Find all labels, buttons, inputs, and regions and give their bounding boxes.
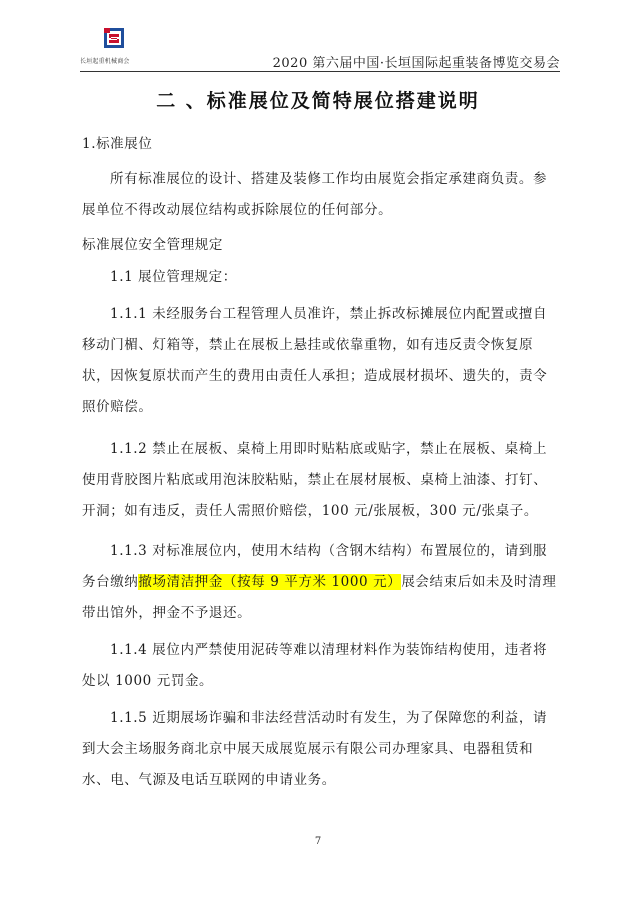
rule-1-1-3-text-after: 展会结束后如未及时清理带出馆外，押金不予退还。 bbox=[82, 574, 557, 621]
booth-management-heading: 1.1 展位管理规定： bbox=[110, 269, 237, 285]
rule-1-1-1: 1.1.1 未经服务台工程管理人员准许，禁止拆改标摊展位内配置或擅自移动门楣、灯箱等，禁止在展板上悬挂或依靠重物，如有违反责令恢复原状，因恢复原状而产生的费用由责任人承担；造成展材损坏、遗失的，责令照价赔偿。 bbox=[82, 306, 548, 415]
expo-title: 2020 第六届中国·长垣国际起重装备博览交易会 bbox=[272, 56, 560, 71]
standard-booth-heading: 1.标准展位 bbox=[82, 136, 153, 152]
rule-1-1-4: 1.1.4 展位内严禁使用泥砖等难以清理材料作为装饰结构使用，违者将处以 1000 元罚金。 bbox=[82, 642, 548, 689]
rule-1-1-2: 1.1.2 禁止在展板、桌椅上用即时贴粘底或贴字，禁止在展板、桌椅上使用背胶图片粘底或用泡沫胶粘贴，禁止在展材展板、桌椅上油漆、打钉、开洞；如有违反，责任人需照价赔偿，100 元/张展板，300 元/张桌子。 bbox=[82, 441, 548, 519]
rule-1-1-3 bbox=[82, 536, 560, 629]
rule-1-1-3-text-before: 1.1.3 对标准展位内，使用木结构（含钢木结构）布置展位的，请到服务台缴纳 bbox=[82, 543, 548, 590]
rule-1-1-5: 1.1.5 近期展场诈骗和非法经营活动时有发生，为了保障您的利益，请到大会主场服务商北京中展天成展览展示有限公司办理家具、电器租赁和水、电、气源及电话互联网的申请业务。 bbox=[82, 710, 548, 788]
paragraph-standard-booth: 所有标准展位的设计、搭建及装修工作均由展览会指定承建商负责。参展单位不得改动展位结构或拆除展位的任何部分。 bbox=[82, 171, 548, 218]
page-header bbox=[80, 22, 560, 76]
cleaning-deposit-highlight: 撤场清洁押金（按每 9 平方米 1000 元） bbox=[138, 574, 402, 590]
logo-caption: 长垣起重机械商会 bbox=[80, 58, 130, 65]
header-divider bbox=[80, 71, 560, 72]
safety-rules-heading: 标准展位安全管理规定 bbox=[82, 237, 223, 253]
organization-logo bbox=[80, 26, 150, 66]
page-number: 7 bbox=[314, 836, 322, 847]
section-title: 二 、标准展位及简特展位搭建说明 bbox=[156, 90, 480, 112]
